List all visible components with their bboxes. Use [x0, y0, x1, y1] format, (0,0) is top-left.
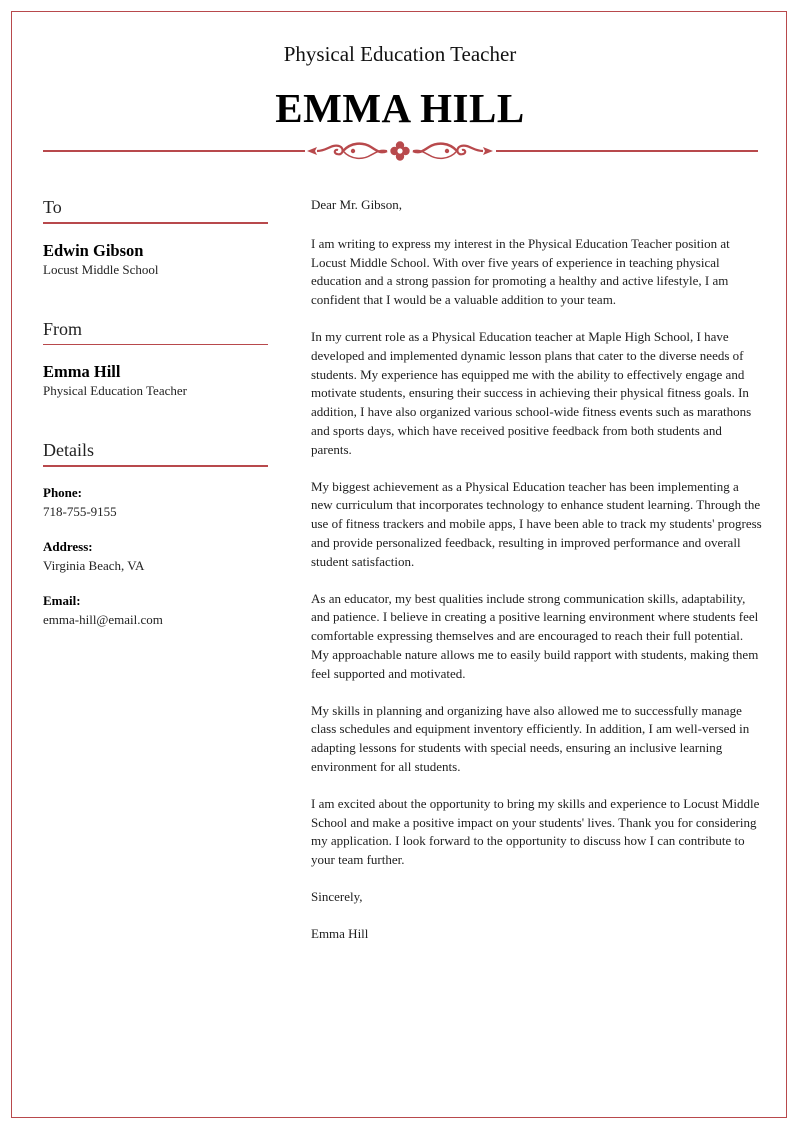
header-divider-left — [43, 150, 305, 152]
flourish-ornament-icon — [305, 138, 495, 164]
letter-paragraph: I am excited about the opportunity to bring my skills and experience to Locust Middle School and make a positive impact on your students' lives. Thank you for considering my application. I look forward to the opportunity to discuss how I can contribute to your team further. — [311, 795, 760, 868]
letter-paragraph: My skills in planning and organizing have also allowed me to successfully manage class schedules and equipment inventory efficiently. In addition, I am well-versed in adapting lessons for students with special needs, ensuring an inclusive learning environment for all students. — [311, 702, 750, 774]
letter-paragraph: I am writing to express my interest in the Physical Education Teacher position at Locust Middle School. With over five years of experience in teaching physical education and a strong passion for promoting a healthy and active lifestyle, I am confident that I would be a valuable addition to your team. — [311, 235, 730, 308]
recipient-organization: Locust Middle School — [43, 261, 159, 277]
to-heading: To — [43, 197, 62, 217]
sidebar — [43, 196, 268, 646]
recipient-section — [43, 196, 268, 278]
header-job-title: Physical Education Teacher — [283, 42, 517, 66]
letter-greeting: Dear Mr. Gibson, — [311, 197, 402, 212]
address-value: Virginia Beach, VA — [43, 557, 145, 573]
sender-section — [43, 318, 268, 400]
details-divider — [43, 465, 268, 467]
email-value: emma-hill@email.com — [43, 611, 163, 627]
letter-signature: Emma Hill — [311, 925, 369, 941]
phone-value: 718-755-9155 — [43, 503, 117, 519]
letter-paragraph: My biggest achievement as a Physical Education teacher has been implementing a new curriculum that incorporates technology to enhance student learning. Through the use of fitness trackers and mobile apps, I have been able to track my students' progress and provide personalized feedback, resulting in improved performance and overall student satisfaction. — [311, 478, 762, 569]
header-name: EMMA HILL — [275, 85, 525, 131]
letter-paragraph: In my current role as a Physical Education teacher at Maple High School, I have developed and implemented dynamic lesson plans that cater to the diverse needs of students. My experience has equipped me with the ability to effectively engage and motivate students, ensuring their success in achieving their physical fitness goals. In addition, I have also organized various school-wide fitness events such as marathons and sports days, which have received positive feedback from both students and parents. — [311, 328, 752, 457]
phone-label: Phone: — [43, 484, 82, 500]
letter-paragraph: As an educator, my best qualities include strong communication skills, adaptability, and patience. I believe in creating a positive learning environment where students feel comfortable expressing themselves and are encouraged to reach their full potential. My approachable nature allows me to easily build rapport with students, making them feel supported and motivated. — [311, 590, 759, 681]
details-heading: Details — [43, 440, 94, 460]
address-label: Address: — [43, 538, 93, 554]
recipient-name: Edwin Gibson — [43, 240, 144, 260]
from-heading: From — [43, 318, 83, 339]
sender-title: Physical Education Teacher — [43, 383, 187, 398]
header-divider-right — [496, 150, 758, 152]
letter-body — [311, 196, 763, 962]
email-label: Email: — [43, 592, 81, 608]
sender-name: Emma Hill — [43, 362, 121, 381]
to-divider — [43, 222, 268, 224]
details-section — [43, 439, 268, 628]
letter-closing: Sincerely, — [311, 888, 363, 904]
from-divider — [43, 344, 268, 346]
